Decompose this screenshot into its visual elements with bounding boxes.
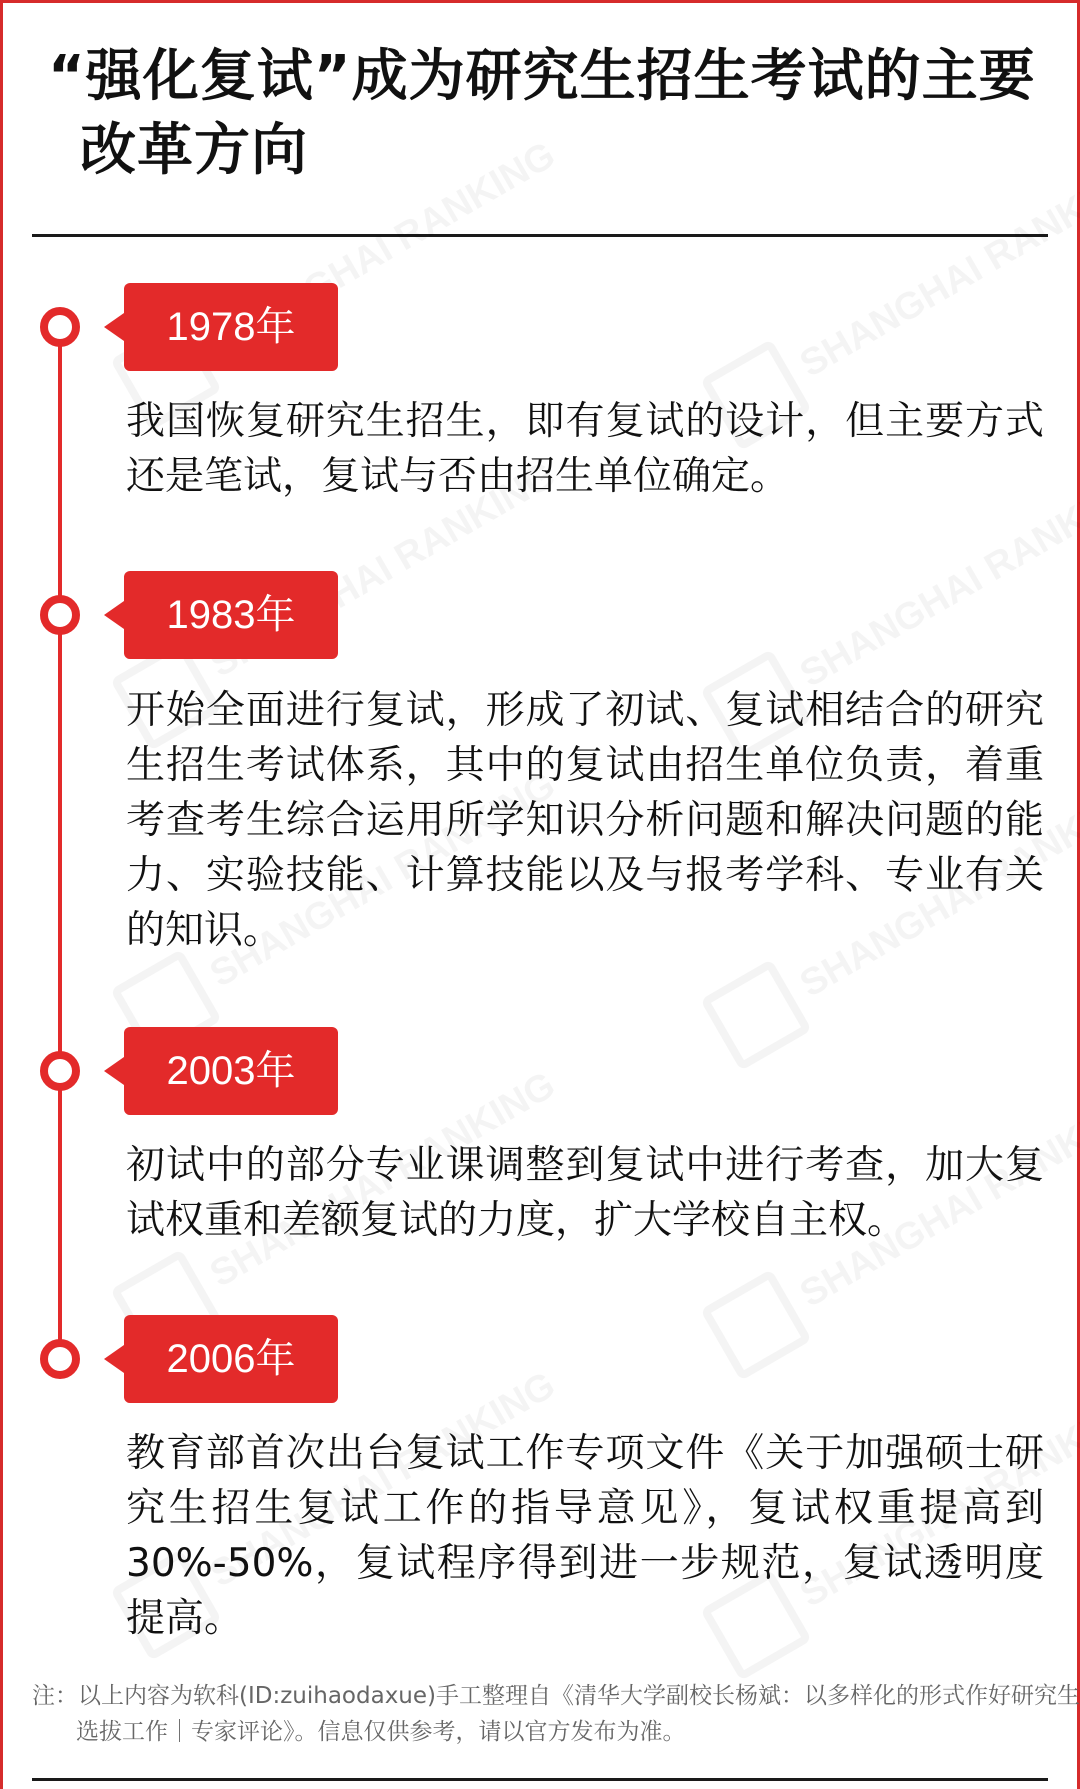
title-line-1: “强化复试”成为研究生招生考试的主要 xyxy=(48,44,1036,109)
timeline-dot xyxy=(40,595,80,635)
entry-description: 我国恢复研究生招生，即有复试的设计，但主要方式还是笔试，复试与否由招生单位确定。 xyxy=(126,399,1044,499)
bottom-divider xyxy=(32,1778,1048,1781)
year-tag: 1978年 xyxy=(124,283,338,371)
year-tag: 1983年 xyxy=(124,571,338,659)
source-note: 注：以上内容为软科(ID:zuihaodaxue)手工整理自《清华大学副校长杨斌：以多样化的形式作好研究生选拔工作｜专家评论》。信息仅供参考，请以官方发布为准。 xyxy=(32,1683,1080,1745)
entry-description: 教育部首次出台复试工作专项文件《关于加强硕士研究生招生复试工作的指导意见》，复试权重提高到30%-50%，复试程序得到进一步规范，复试透明度提高。 xyxy=(126,1431,1044,1641)
timeline-line xyxy=(58,328,62,1358)
timeline-dot xyxy=(40,1051,80,1091)
title-line-2: 改革方向 xyxy=(80,118,308,183)
title-divider xyxy=(32,234,1048,237)
year-tag: 2006年 xyxy=(124,1315,338,1403)
timeline-dot xyxy=(40,1339,80,1379)
entry-description: 开始全面进行复试，形成了初试、复试相结合的研究生招生考试体系，其中的复试由招生单位负责，着重考查考生综合运用所学知识分析问题和解决问题的能力、实验技能、计算技能以及与报考学科、专业有关的知识。 xyxy=(126,688,1044,953)
entry-description: 初试中的部分专业课调整到复试中进行考查，加大复试权重和差额复试的力度，扩大学校自主权。 xyxy=(126,1143,1044,1243)
year-tag: 2003年 xyxy=(124,1027,338,1115)
timeline-dot xyxy=(40,307,80,347)
page-title xyxy=(48,40,1038,188)
